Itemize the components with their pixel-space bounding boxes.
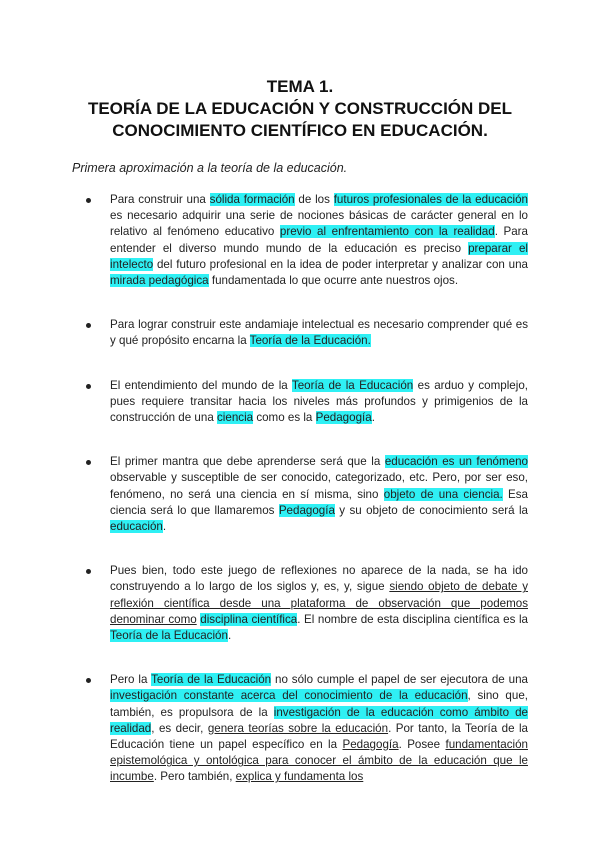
highlighted-text: investigación constante acerca del conocimiento de la educación — [110, 689, 468, 703]
text-segment: Para lograr construir este andamiaje intelectual es necesario comprender qué es y qué propósito encarna la — [110, 318, 528, 348]
bullet-dot-icon — [86, 569, 91, 574]
underlined-text: genera teorías sobre la educación — [207, 721, 389, 735]
highlighted-text: mirada pedagógica — [110, 274, 209, 288]
bullet-dot-icon — [86, 460, 91, 465]
text-segment: , sino que, también, es propulsora de la — [110, 689, 528, 719]
highlighted-text: futuros profesionales de la educación — [333, 193, 528, 206]
highlighted-text: investigación de la educación como ámbito de realidad — [110, 705, 528, 735]
bullet-paragraph — [86, 378, 528, 427]
highlighted-text: educación — [110, 520, 163, 534]
bullet-paragraph — [86, 454, 528, 535]
text-segment: fundamentada lo que ocurre ante nuestros ojos. — [208, 274, 459, 288]
highlighted-text: ciencia — [217, 411, 254, 425]
bullet-dot-icon — [86, 323, 91, 328]
text-segment: . Posee — [398, 738, 446, 752]
title-line-3: CONOCIMIENTO CIENTÍFICO EN EDUCACIÓN. — [112, 121, 488, 140]
underlined-text: siendo objeto de debate y reflexión científica desde una plataforma de observación que podemos denominar como — [110, 580, 528, 626]
underlined-text: Pedagogía — [342, 738, 399, 752]
underlined-text: explica y fundamenta los — [235, 770, 364, 784]
text-segment: observable y susceptible de ser conocido, categorizado, etc. Pero, por ser eso, fenómeno, no será una ciencia en sí misma, sino — [110, 471, 528, 501]
text-segment: . — [227, 629, 232, 643]
text-segment: Pero la — [110, 673, 152, 687]
text-segment: como es la — [253, 411, 316, 425]
underlined-text: fundamentación epistemológica y ontológica para conocer el ámbito de la educación que le incumbe — [110, 738, 528, 784]
highlighted-text: Pedagogía — [278, 503, 335, 517]
text-segment: . Para entender el diverso mundo mundo de la educación es preciso — [110, 225, 528, 255]
highlighted-text: Teoría de la Educación — [291, 378, 414, 392]
bullet-dot-icon — [86, 678, 91, 683]
text-segment: de los — [294, 193, 334, 206]
bullet-dot-icon — [86, 384, 91, 389]
bullet-paragraph — [86, 317, 528, 349]
highlighted-text: Teoría de la Educación — [151, 673, 272, 687]
highlighted-text: preparar el intelecto — [110, 241, 529, 271]
text-segment: El entendimiento del mundo de la — [110, 378, 292, 392]
document-title — [40, 76, 560, 142]
text-segment: . El nombre de esta disciplina científica es la — [297, 612, 528, 626]
text-segment: no sólo cumple el papel de ser ejecutora de una — [271, 673, 528, 687]
bullet-paragraph — [86, 672, 528, 785]
highlighted-text: objeto de una ciencia. — [383, 487, 503, 501]
highlighted-text: Pedagogía — [315, 411, 372, 425]
bullet-paragraph — [86, 563, 528, 644]
text-segment: . — [162, 520, 167, 534]
highlighted-text: previo al enfrentamiento con la realidad — [279, 225, 495, 239]
text-segment: y su objeto de conocimiento será la — [334, 503, 528, 517]
text-segment: es arduo y complejo, pues requiere transitar hacia los niveles más profundos y primigenios de la construcción de una — [110, 378, 528, 425]
text-segment: El primer mantra que debe aprenderse será que la — [110, 455, 385, 469]
bullet-dot-icon — [86, 198, 91, 203]
text-segment: Pues bien, todo este juego de reflexiones no aparece de la nada, se ha ido construyendo a lo largo de los siglos y, es, y, sigue — [110, 564, 528, 594]
title-line-1: TEMA 1. — [266, 77, 334, 96]
text-segment: . Por tanto, la Teoría de la Educación tiene un papel específico en la — [110, 721, 529, 752]
section-subtitle: Primera aproximación a la teoría de la educación. — [72, 161, 348, 175]
text-segment: Para construir una — [110, 193, 210, 206]
text-segment: , es decir, — [151, 721, 208, 735]
highlighted-text: Teoría de la Educación — [110, 629, 228, 643]
text-segment: es necesario adquirir una serie de nociones básicas de carácter general en lo relativo al fenómeno educativo — [110, 209, 528, 239]
title-line-2: TEORÍA DE LA EDUCACIÓN Y CONSTRUCCIÓN DEL — [87, 99, 513, 118]
text-segment: Esa ciencia será lo que llamaremos — [110, 487, 528, 517]
bullet-list — [86, 192, 528, 814]
text-segment: del futuro profesional en la idea de poder interpretar y analizar con una — [153, 257, 528, 271]
highlighted-text: educación es un fenómeno — [384, 455, 528, 469]
text-segment: . — [371, 411, 375, 425]
highlighted-text: disciplina científica — [200, 612, 298, 626]
highlighted-text: Teoría de la Educación. — [249, 334, 371, 348]
text-segment: . Pero también, — [153, 770, 236, 784]
highlighted-text: sólida formación — [209, 193, 295, 206]
bullet-paragraph — [86, 192, 528, 289]
